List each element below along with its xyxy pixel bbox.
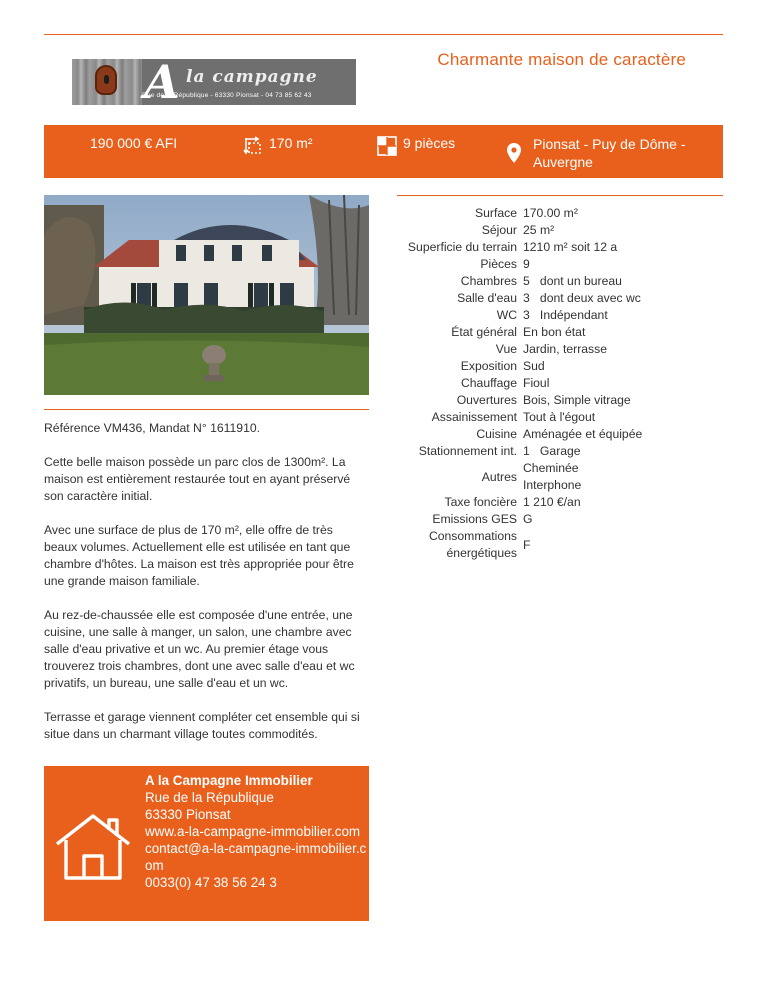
detail-value: 9 <box>523 257 530 271</box>
detail-row-etat <box>397 324 727 341</box>
detail-row-cuisine <box>397 426 727 443</box>
detail-label: Cuisine <box>476 427 517 441</box>
detail-value: 1 210 €/an <box>523 495 581 509</box>
detail-value: Sud <box>523 359 545 373</box>
lock-icon <box>95 65 117 95</box>
surface-value: 170 m² <box>269 135 313 151</box>
detail-row-chauffage <box>397 375 727 392</box>
detail-row-ges <box>397 511 727 528</box>
right-divider <box>397 195 723 196</box>
agency-phone: 0033(0) 47 38 56 24 3 <box>145 875 277 890</box>
description-paragraph: Cette belle maison possède un parc clos de 1300m². La maison est entièrement restaurée tout en ayant préservé son caractère initial. <box>44 455 351 503</box>
detail-row-autres <box>397 460 727 494</box>
detail-label: Séjour <box>481 223 517 237</box>
detail-label: Surface <box>474 206 517 220</box>
detail-row-chambres <box>397 273 727 290</box>
detail-label: Autres <box>481 469 517 484</box>
agency-city: 63330 Pionsat <box>145 807 231 822</box>
detail-label: Salle d'eau <box>457 291 517 305</box>
detail-label: Emissions GES <box>432 512 517 526</box>
detail-value <box>523 460 727 494</box>
detail-row-wc <box>397 307 727 324</box>
detail-row-exposition <box>397 358 727 375</box>
reference-mandate: Référence VM436, Mandat N° 1611910. <box>44 421 261 435</box>
logo-letter: A <box>144 59 180 105</box>
price-value: 190 000 € AFI <box>90 135 178 151</box>
detail-value: Tout à l'égout <box>523 410 596 424</box>
detail-label: Chauffage <box>460 376 517 390</box>
info-bar <box>44 125 723 178</box>
agency-logo <box>72 59 356 105</box>
detail-value: Fioul <box>523 376 550 390</box>
agency-street: Rue de la République <box>145 790 274 805</box>
detail-row-energie <box>397 528 727 562</box>
description-paragraph: Avec une surface de plus de 170 m², elle offre de très beaux volumes. Actuellement elle est utilisée en tant que chambre d'hôtes. La maison est très appropriée pour être une grande maison familiale. <box>44 523 354 588</box>
detail-value: 5 dont un bureau <box>523 274 622 288</box>
top-divider <box>44 34 723 35</box>
description-paragraph: Terrasse et garage viennent compléter cet ensemble qui si situe dans un charmant village toutes commodités. <box>44 710 360 741</box>
detail-label: Chambres <box>460 274 517 288</box>
logo-wordmark: la campagne <box>186 67 318 87</box>
detail-value-line: Cheminée <box>523 461 579 475</box>
detail-label: Consommations énergétiques <box>428 529 517 560</box>
details-table <box>397 205 727 562</box>
property-photo <box>44 195 369 395</box>
description <box>44 420 369 760</box>
map-pin-icon <box>507 143 521 166</box>
detail-value: Bois, Simple vitrage <box>523 393 631 407</box>
rooms-value: 9 pièces <box>403 135 456 151</box>
rooms-icon <box>377 136 397 159</box>
price <box>90 135 177 151</box>
detail-value: 1 Garage <box>523 444 581 458</box>
surface-summary <box>243 135 313 159</box>
detail-label: Assainissement <box>431 410 517 424</box>
agency-website-link[interactable]: www.a-la-campagne-immobilier.com <box>145 824 361 839</box>
rooms-summary <box>377 135 455 159</box>
agency-details <box>145 772 367 891</box>
left-divider <box>44 409 369 410</box>
detail-label: Stationnement int. <box>418 444 517 458</box>
detail-value: Jardin, terrasse <box>523 342 607 356</box>
detail-row-salle-eau <box>397 290 727 307</box>
detail-value: 170.00 m² <box>523 206 578 220</box>
detail-row-taxe <box>397 494 727 511</box>
detail-label: Superficie du terrain <box>407 240 517 254</box>
detail-value: F <box>523 537 531 552</box>
detail-row-ouvertures <box>397 392 727 409</box>
detail-row-stationnement <box>397 443 727 460</box>
detail-label: Taxe foncière <box>444 495 517 509</box>
agency-contact-box <box>44 766 369 921</box>
detail-value: 3 Indépendant <box>523 308 608 322</box>
listing-title: Charmante maison de caractère <box>437 50 686 69</box>
detail-row-surface <box>397 205 727 222</box>
detail-value: En bon état <box>523 325 586 339</box>
detail-row-sejour <box>397 222 727 239</box>
detail-label: Ouvertures <box>456 393 517 407</box>
area-icon <box>243 136 263 159</box>
detail-row-pieces <box>397 256 727 273</box>
agency-email-link[interactable]: contact@a-la-campagne-immobilier.com <box>145 841 367 873</box>
location-summary <box>507 135 703 171</box>
detail-label: État général <box>451 325 517 339</box>
detail-row-vue <box>397 341 727 358</box>
detail-value-line: Interphone <box>523 478 582 492</box>
detail-label: Exposition <box>460 359 517 373</box>
logo-subtitle: Rue de la République - 63330 Pionsat - 04 73 85 62 43 <box>142 92 312 99</box>
detail-label: WC <box>496 308 517 322</box>
house-icon <box>54 812 132 887</box>
detail-row-assainissement <box>397 409 727 426</box>
detail-value: 1210 m² soit 12 a <box>523 240 618 254</box>
agency-name: A la Campagne Immobilier <box>145 773 313 788</box>
detail-value: Aménagée et équipée <box>523 427 643 441</box>
detail-value: 3 dont deux avec wc <box>523 291 641 305</box>
detail-label: Pièces <box>480 257 517 271</box>
description-paragraph: Au rez-de-chaussée elle est composée d'une entrée, une cuisine, une salle à manger, un salon, une chambre avec salle d'eau privative et un wc. Au premier étage vous trouverez trois chambres, dont une avec salle d'eau et wc privatifs, un bureau, une salle d'eau et un wc. <box>44 608 355 690</box>
detail-value: 25 m² <box>523 223 555 237</box>
location-value: Pionsat - Puy de Dôme - Auvergne <box>533 136 686 170</box>
detail-label: Vue <box>495 342 517 356</box>
detail-value: G <box>523 512 533 526</box>
detail-row-terrain <box>397 239 727 256</box>
